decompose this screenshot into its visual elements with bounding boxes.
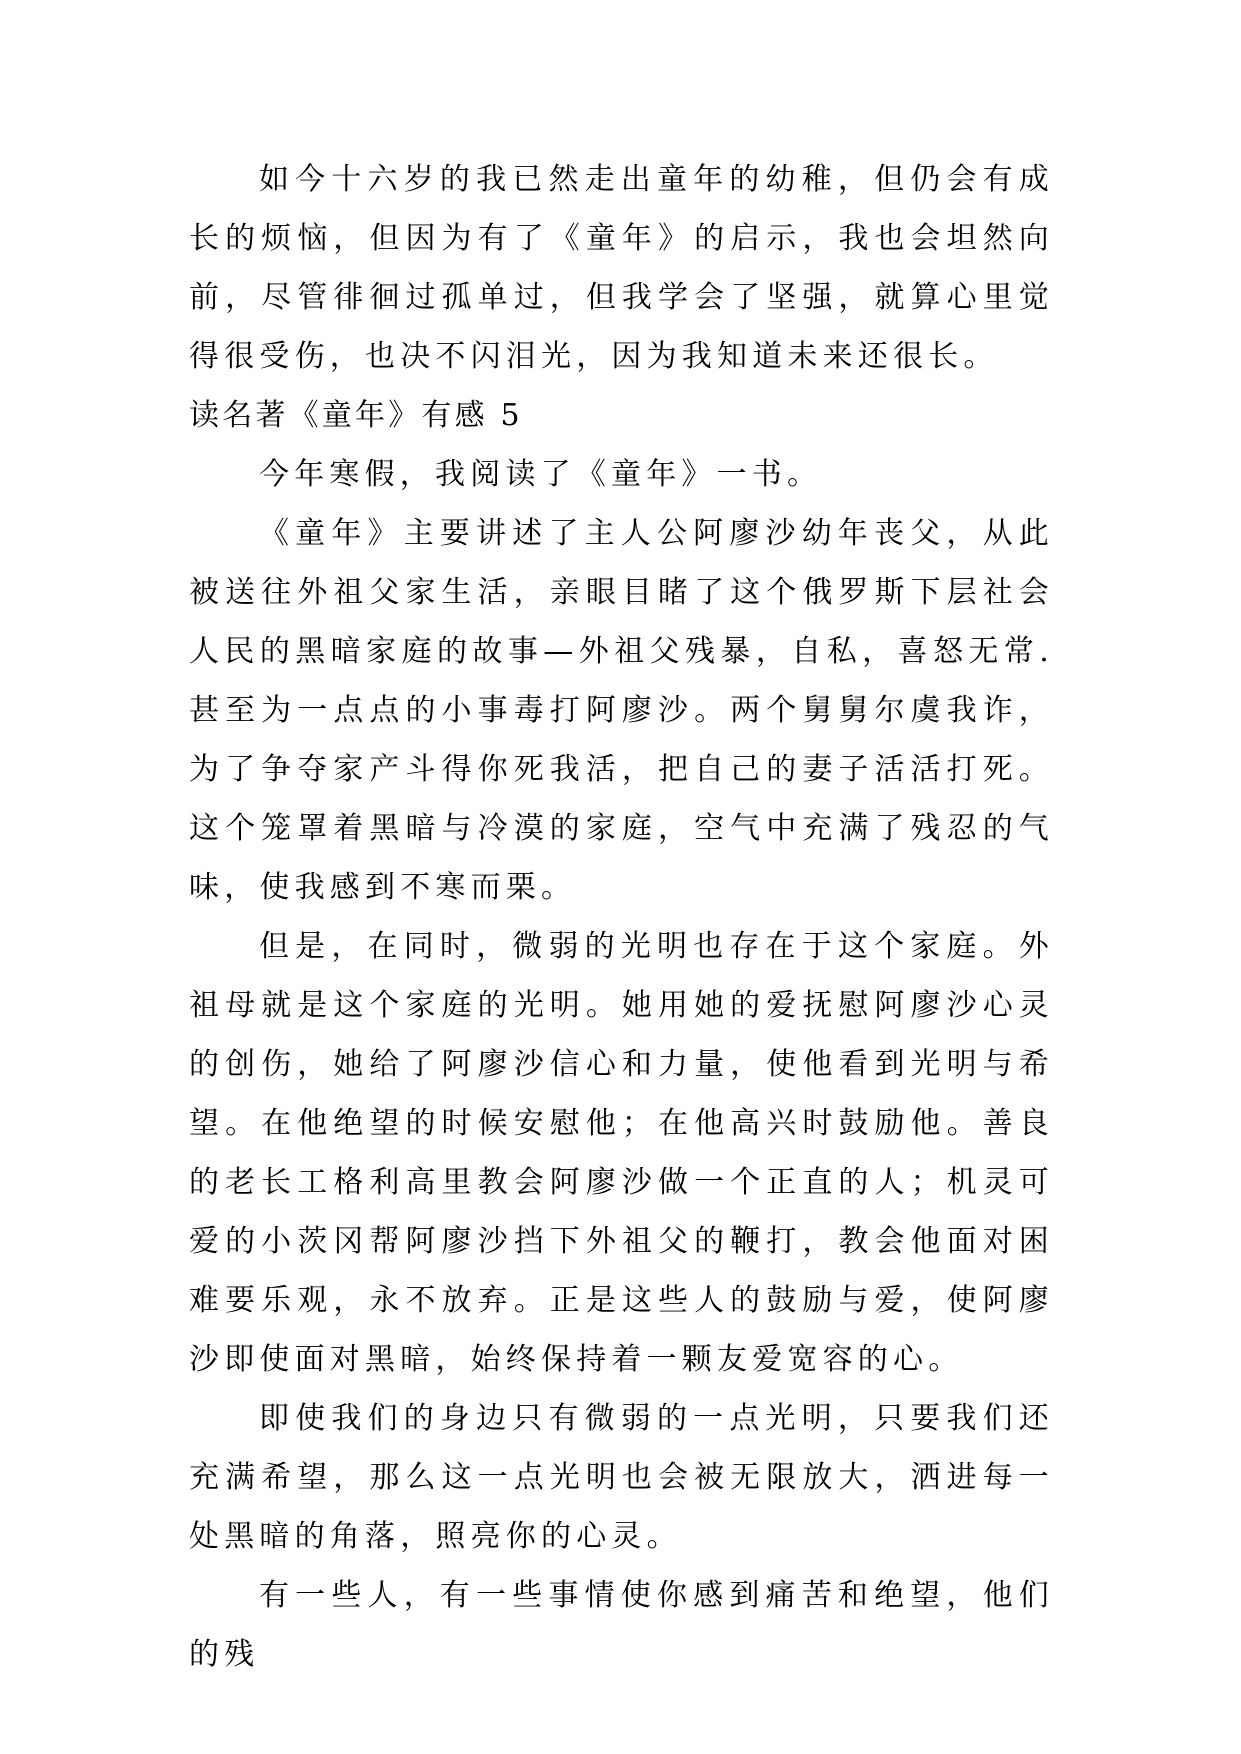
paragraph-4: 即使我们的身边只有微弱的一点光明，只要我们还充满希望，那么这一点光明也会被无限放大，洒进每一处黑暗的角落，照亮你的心灵。 [189, 1401, 1054, 1554]
paragraph-2: 《童年》主要讲述了主人公阿廖沙幼年丧父，从此被送往外祖父家生活，亲眼目睹了这个俄罗斯下层社会人民的黑暗家庭的故事—外祖父残暴，自私，喜怒无常.甚至为一点点的小事毒打阿廖沙。两个舅舅尔虞我诈，为了争夺家产斗得你死我活，把自己的妻子活活打死。这个笼罩着黑暗与冷漠的家庭，空气中充满了残忍的气味，使我感到不寒而栗。 [189, 516, 1054, 905]
paragraph-1: 今年寒假，我阅读了《童年》一书。 [259, 457, 823, 492]
paragraph-intro: 如今十六岁的我已然走出童年的幼稚，但仍会有成长的烦恼，但因为有了《童年》的启示，我也会坦然向前，尽管徘徊过孤单过，但我学会了坚强，就算心里觉得很受伤，也决不闪泪光，因为我知道未来还很长。 [189, 162, 1054, 374]
document-body [189, 150, 1054, 1684]
paragraph-5: 有一些人，有一些事情使你感到痛苦和绝望，他们的残 [189, 1578, 1054, 1672]
paragraph-3: 但是，在同时，微弱的光明也存在于这个家庭。外祖母就是这个家庭的光明。她用她的爱抚慰阿廖沙心灵的创伤，她给了阿廖沙信心和力量，使他看到光明与希望。在他绝望的时候安慰他；在他高兴时鼓励他。善良的老长工格利高里教会阿廖沙做一个正直的人；机灵可爱的小茨冈帮阿廖沙挡下外祖父的鞭打，教会他面对困难要乐观，永不放弃。正是这些人的鼓励与爱，使阿廖沙即使面对黑暗，始终保持着一颗友爱宽容的心。 [189, 929, 1054, 1377]
section-title: 读名著《童年》有感 5 [189, 398, 523, 433]
